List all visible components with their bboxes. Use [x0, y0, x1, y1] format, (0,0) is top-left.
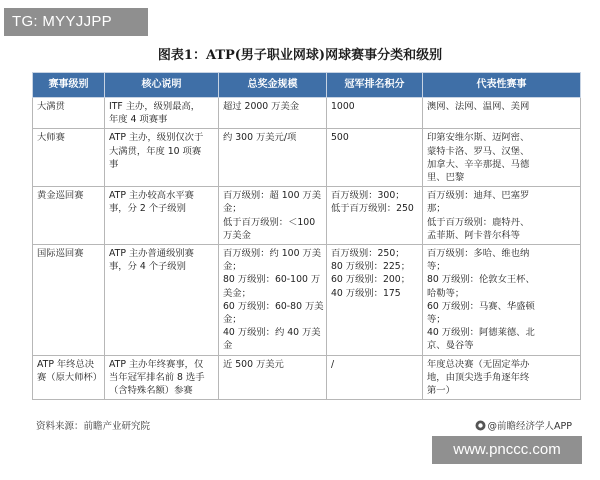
cell-events-line: 蒙特卡洛、罗马、汉堡、 [427, 145, 530, 157]
cell-description [105, 129, 219, 187]
cell-events-line: 加拿大、辛辛那提、马德 [427, 158, 530, 170]
cell-events-line: 哈勒等； [427, 287, 465, 299]
table-row [33, 355, 581, 400]
source-note: 资料来源：前瞻产业研究院 [36, 421, 151, 432]
cell-description-line: ATP 主办年终赛事，仅 [109, 358, 204, 370]
cell-events-line: 等； [427, 261, 446, 273]
cell-events [423, 98, 581, 129]
header-prize: 总奖金规模 [219, 73, 327, 98]
cell-events-line: 里、巴黎 [427, 172, 465, 184]
cell-events-line: 地，由顶尖选手角逐年终 [427, 371, 530, 383]
cell-description [105, 245, 219, 356]
cell-points [327, 98, 423, 129]
cell-level-line: 国际巡回赛 [37, 248, 84, 260]
cell-events-line: 百万级别：迪拜、巴塞罗 [427, 190, 530, 202]
cell-description-line: 事 [109, 158, 119, 170]
cell-description-line: ATP 主办较高水平赛 [109, 190, 194, 202]
header-level: 赛事级别 [33, 73, 105, 98]
cell-prize-line: 百万级别：约 100 万美 [223, 248, 322, 260]
cell-points [327, 245, 423, 356]
cell-events-line: 80 万级别：伦敦女王杯、 [427, 274, 535, 286]
app-logo-icon [475, 420, 486, 434]
cell-level [33, 129, 105, 187]
cell-description [105, 355, 219, 400]
cell-prize-line: 金； [223, 203, 242, 215]
cell-prize-line: 近 500 万美元 [223, 358, 284, 370]
cell-events-line: 那； [427, 203, 446, 215]
cell-events [423, 355, 581, 400]
cell-events-line: 孟菲斯、阿卡普尔科等 [427, 229, 520, 241]
table-header-row [33, 73, 581, 98]
app-credit-text: @前瞻经济学人APP [487, 421, 572, 432]
cell-prize [219, 129, 327, 187]
table-row [33, 98, 581, 129]
cell-prize [219, 245, 327, 356]
cell-points [327, 355, 423, 400]
cell-level [33, 187, 105, 245]
cell-prize-line: 美金； [223, 287, 251, 299]
cell-level-line: 大满贯 [37, 101, 65, 112]
cell-description-line: 年度 4 项赛事 [109, 114, 168, 126]
cell-description-line: 当年冠军排名前 8 选手 [109, 371, 205, 383]
cell-points-line: 80 万级别：225； [331, 261, 411, 273]
cell-description-line: 大满贯，年度 10 项赛 [109, 145, 202, 157]
cell-prize [219, 187, 327, 245]
cell-events [423, 245, 581, 356]
cell-points-line: 低于百万级别：250 [331, 203, 414, 215]
cell-points-line: 1000 [331, 101, 355, 112]
cell-description-line: （含特殊名额）参赛 [109, 385, 193, 397]
cell-prize-line: 万美金 [223, 229, 251, 241]
cell-prize [219, 355, 327, 400]
cell-points [327, 187, 423, 245]
cell-prize-line: 80 万级别：60-100 万 [223, 274, 321, 286]
cell-points-line: 百万级别：300； [331, 190, 405, 202]
cell-prize-line: 低于百万级别：＜100 [223, 216, 316, 228]
cell-events-line: 印第安维尔斯、迈阿密、 [427, 132, 530, 144]
cell-events-line: 澳网、法网、温网、美网 [427, 101, 530, 112]
cell-points-line: 百万级别：250； [331, 248, 405, 260]
header-description: 核心说明 [105, 73, 219, 98]
cell-events-line: 等； [427, 314, 446, 326]
table-row [33, 187, 581, 245]
cell-description-line: 事，分 4 个子级别 [109, 261, 186, 273]
cell-events [423, 129, 581, 187]
chart-title: 图表1：ATP(男子职业网球)网球赛事分类和级别 [157, 48, 443, 63]
cell-level [33, 355, 105, 400]
table-body [33, 98, 581, 400]
cell-points-line: 40 万级别：175 [331, 287, 401, 299]
cell-events-line: 第一） [427, 385, 455, 397]
header-events: 代表性赛事 [423, 73, 581, 98]
table-row [33, 245, 581, 356]
cell-description [105, 98, 219, 129]
cell-events [423, 187, 581, 245]
cell-prize-line: 金 [223, 340, 233, 352]
cell-level-line: 赛（原大师杯） [37, 371, 103, 383]
cell-events-line: 60 万级别：马赛、华盛顿 [427, 300, 535, 312]
cell-level-line: 大师赛 [37, 132, 65, 144]
cell-prize-line: 60 万级别：60-80 万美 [223, 300, 324, 312]
cell-description [105, 187, 219, 245]
cell-level [33, 98, 105, 129]
table-container [32, 72, 580, 400]
cell-points-line: / [331, 358, 335, 370]
cell-prize-line: 金； [223, 261, 242, 273]
url-watermark-badge: www.pnccc.com [432, 436, 582, 464]
cell-prize-line: 金； [223, 314, 242, 326]
cell-points-line: 60 万级别：200； [331, 274, 411, 286]
cell-level-line: 黄金巡回赛 [37, 190, 84, 202]
cell-events-line: 京、曼谷等 [427, 340, 474, 352]
cell-events-line: 百万级别：多哈、维也纳 [427, 248, 530, 260]
cell-prize-line: 超过 2000 万美金 [223, 101, 300, 112]
tennis-events-table [32, 72, 581, 400]
table-row [33, 129, 581, 187]
cell-prize-line: 百万级别：超 100 万美 [223, 190, 322, 202]
app-credit [475, 418, 572, 434]
cell-level [33, 245, 105, 356]
cell-description-line: ATP 主办，级别仅次于 [109, 132, 204, 144]
header-points: 冠军排名积分 [327, 73, 423, 98]
cell-prize [219, 98, 327, 129]
cell-events-line: 40 万级别：阿德莱德、北 [427, 327, 535, 339]
tg-watermark-badge: TG: MYYJJPP [4, 8, 148, 36]
cell-prize-line: 约 300 万美元/项 [223, 132, 297, 144]
cell-description-line: ITF 主办，级别最高， [109, 101, 201, 112]
cell-description-line: 事，分 2 个子级别 [109, 203, 186, 215]
cell-points-line: 500 [331, 132, 349, 144]
cell-events-line: 低于百万级别：鹿特丹、 [427, 216, 530, 228]
cell-prize-line: 40 万级别：约 40 万美 [223, 327, 321, 339]
cell-events-line: 年度总决赛（无固定举办 [427, 358, 530, 370]
cell-description-line: ATP 主办普通级别赛 [109, 248, 194, 260]
cell-points [327, 129, 423, 187]
cell-level-line: ATP 年终总决 [37, 358, 95, 370]
